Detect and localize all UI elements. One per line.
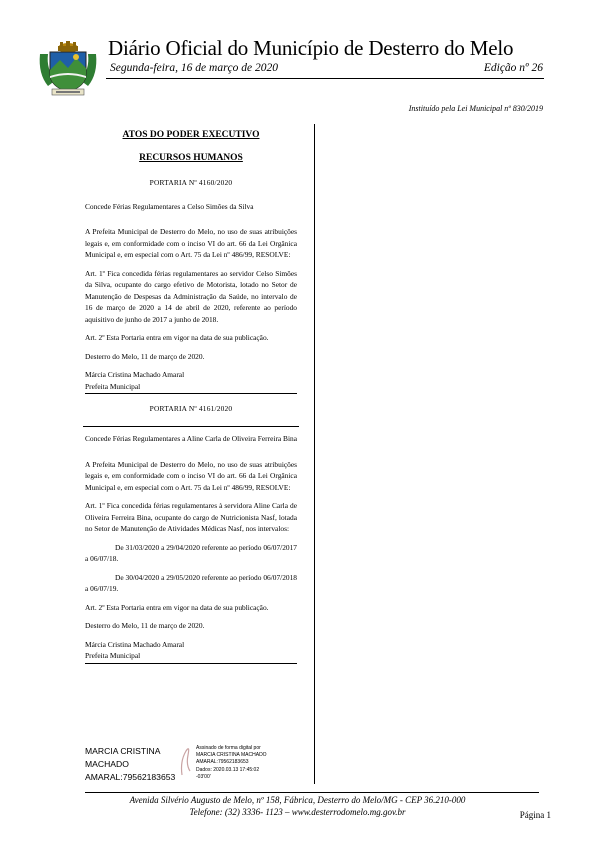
signature-note-line: -03'00' [196, 773, 211, 780]
portaria-article-1: Art. 1º Fica concedida férias regulamentares ao servidor Celso Simões da Silva, ocupante do cargo efetivo de Motorista, lotado no Setor de Manutenção de Despesas da Administração da Saúde, no intervalo de 16 de março de 2020 a 14 de abril de 2020, referente ao período aquisitivo de junho de 2017 a junho de 2018. [85, 268, 297, 324]
vacation-interval-1: De 31/03/2020 a 29/04/2020 referente ao período 06/07/2017 a 06/07/18. [85, 542, 297, 564]
portaria-signer: Márcia Cristina Machado Amaral [85, 370, 185, 380]
portaria-summary: Concede Férias Regulamentares a Celso Simões da Silva [85, 201, 254, 211]
footer-divider [85, 792, 539, 793]
portaria-title: PORTARIA Nº 4160/2020 [149, 178, 233, 188]
column-divider [314, 124, 315, 784]
digital-signature-details [196, 745, 296, 781]
header-divider [106, 78, 544, 79]
portaria-signer: Márcia Cristina Machado Amaral [85, 639, 185, 649]
newspaper-title: Diário Oficial do Município de Desterro do Melo [108, 36, 514, 60]
signature-note-line: AMARAL:79562183653 [196, 759, 249, 766]
portaria-article-1: Art. 1º Fica concedida férias regulamentares à servidora Aline Carla de Oliveira Ferreira Bina, ocupante do cargo de Nutricionista Nasf, lotada no Setor de Manutenção de Atividades Médicas Nasf, nos intervalos: [85, 501, 297, 534]
signature-mark-icon [178, 745, 194, 777]
section-heading: ATOS DO PODER EXECUTIVO [122, 130, 260, 140]
signature-name-line: MACHADO [85, 759, 129, 769]
edition-number: Edição nº 26 [483, 62, 543, 74]
vacation-interval-2: De 30/04/2020 a 29/05/2020 referente ao período 06/07/2018 a 06/07/19. [85, 572, 297, 594]
portaria-summary: Concede Férias Regulamentares a Aline Carla de Oliveira Ferreira Bina [85, 434, 297, 444]
municipal-coat-of-arms-icon [36, 40, 100, 98]
portaria-place-date: Desterro do Melo, 11 de março de 2020. [85, 621, 205, 631]
portaria-place-date: Desterro do Melo, 11 de março de 2020. [85, 351, 205, 361]
left-column [85, 128, 297, 673]
portaria-separator [83, 426, 299, 427]
portaria-article-2: Art. 2º Esta Portaria entra em vigor na data de sua publicação. [85, 602, 269, 612]
portaria-title: PORTARIA Nº 4161/2020 [149, 404, 233, 413]
footer-address: Avenida Silvério Augusto de Melo, nº 158, Fábrica, Desterro do Melo/MG - CEP 36.210-000 [129, 795, 466, 805]
signature-note-line: Assinado de forma digital por [196, 745, 261, 751]
signature-note-line: MARCIA CRISTINA MACHADO [196, 752, 267, 759]
instituted-by-note: Instituído pela Lei Municipal nº 830/2019 [408, 104, 543, 113]
footer-contact: Telefone: (32) 3336- 1123 – www.desterrodomelo.mg.gov.br [189, 807, 406, 817]
signature-name-line: MARCIA CRISTINA [85, 746, 161, 756]
subsection-heading: RECURSOS HUMANOS [139, 152, 243, 163]
publication-date: Segunda-feira, 16 de março de 2020 [110, 62, 278, 74]
portaria-signer-role: Prefeita Municipal [85, 381, 297, 394]
portaria-intro: A Prefeita Municipal de Desterro do Melo, no uso de suas atribuições legais e, em conformidade com o inciso VI do art. 66 da Lei Orgânica Municipal e, em especial com o Art. 75 da Lei nº 486/99, RESOLVE: [85, 459, 297, 492]
signature-note-line: Dados: 2020.03.13 17:45:02 [196, 766, 260, 773]
page-number: Página 1 [519, 810, 551, 820]
portaria-signer-role: Prefeita Municipal [85, 650, 297, 663]
portaria-article-2: Art. 2º Esta Portaria entra em vigor na data de sua publicação. [85, 333, 269, 343]
portaria-intro: A Prefeita Municipal de Desterro do Melo, no uso de suas atribuições legais e, em conformidade com o inciso VI do art. 66 da Lei Orgânica Municipal e, em especial com o Art. 75 da Lei nº 486/99, RESOLVE: [85, 227, 297, 260]
signature-name-line: AMARAL:79562183653 [85, 772, 176, 782]
